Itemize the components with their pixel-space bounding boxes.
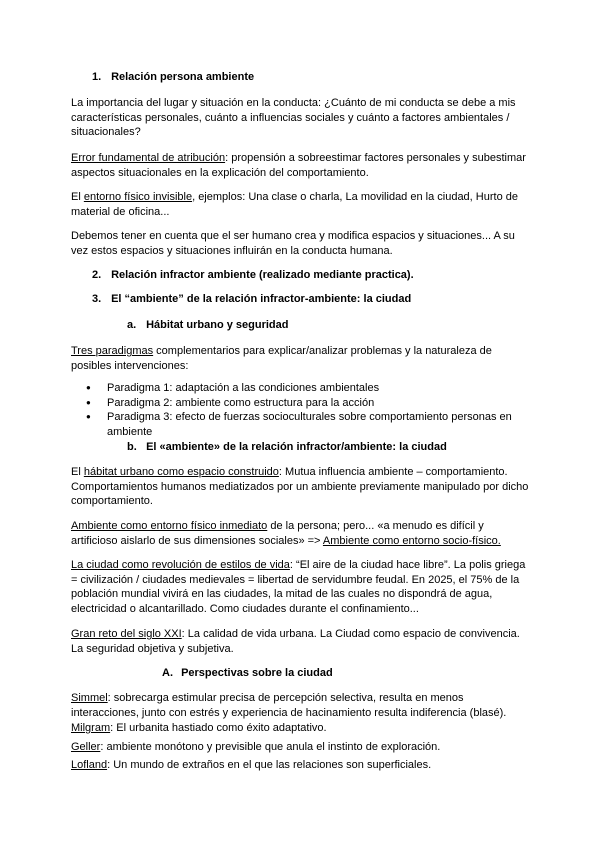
heading-title: Relación persona ambiente: [111, 71, 255, 83]
paragraph-habitat-urbano: [71, 465, 529, 509]
heading-1: [92, 70, 550, 85]
heading-title: El «ambiente» de la relación infractor/ambiente: la ciudad: [146, 441, 447, 453]
author-name: Geller: [71, 741, 101, 753]
heading-3b: [127, 440, 585, 455]
author-name: Milgram: [71, 722, 111, 734]
paradigm-list: [86, 381, 526, 439]
list-item: ● Paradigma 1: adaptación a las condiciones ambientales: [86, 381, 526, 396]
author-milgram: [71, 721, 529, 736]
heading-title: Hábitat urbano y seguridad: [146, 319, 289, 331]
text: , ejemplos: Una clase o charla, La movilidad en la ciudad, Hurto de material de oficina...: [71, 191, 518, 218]
author-simmel: [71, 691, 529, 720]
text: complementarios para explicar/analizar problemas y la naturaleza de posibles intervenciones:: [71, 345, 492, 372]
paragraph-gran-reto: [71, 627, 529, 656]
heading-title: Relación infractor ambiente (realizado mediante practica).: [111, 269, 414, 281]
heading-title: Perspectivas sobre la ciudad: [181, 667, 333, 679]
paragraph-error-fundamental: [71, 151, 529, 180]
heading-number: A.: [162, 667, 173, 679]
author-name: Lofland: [71, 759, 108, 771]
term: Tres paradigmas: [71, 345, 154, 357]
list-item: ● Paradigma 3: efecto de fuerzas socioculturales sobre comportamiento personas en ambiente: [86, 410, 526, 439]
heading-3: [92, 292, 550, 307]
term: Ambiente como entorno físico inmediato: [71, 520, 268, 532]
heading-number: a.: [127, 319, 137, 331]
term: entorno físico invisible: [83, 191, 193, 203]
text: : “El aire de la ciudad hace libre”. La polis griega = civilización / ciudades medievales = libertad de servidumbre feudal. En 2025, el 75% de la población mundial vivirá en las ciudades, la mitad de las cuales no dispondrá de agua, electricidad o alcantarillado. Como ciudades durante el confinamiento...: [71, 559, 526, 615]
term: hábitat urbano como espacio construido: [83, 466, 279, 478]
paragraph-importancia: La importancia del lugar y situación en la conducta: ¿Cuánto de mi conducta se debe a mis características personales, cuánto a influencias sociales y cuánto a factores ambientales / situacionales?: [71, 97, 516, 138]
heading-3a: [127, 318, 585, 333]
heading-number: 3.: [92, 293, 102, 305]
term: Ambiente como entorno socio-físico.: [322, 534, 501, 547]
text: : Un mundo de extraños en el que las relaciones son superficiales.: [107, 759, 432, 771]
heading-A: [162, 666, 600, 681]
term: Gran reto del siglo XXI: [71, 628, 182, 640]
text: : ambiente monótono y previsible que anula el instinto de exploración.: [100, 741, 441, 753]
paragraph-ciudad-revolucion: [71, 558, 529, 616]
text: : La calidad de vida urbana. La Ciudad como espacio de convivencia. La seguridad objetiva y subjetiva.: [71, 628, 520, 655]
heading-number: 1.: [92, 71, 102, 83]
paragraph-entorno-invisible: [71, 190, 529, 219]
term: Error fundamental de atribución: [71, 152, 226, 164]
heading-2: [92, 268, 550, 283]
author-geller: [71, 740, 529, 755]
paragraph-debemos: Debemos tener en cuenta que el ser humano crea y modifica espacios y situaciones... A su vez estos espacios y situaciones influirán en la conducta humana.: [71, 230, 515, 257]
text: de la persona; pero... «a menudo es difícil y artificioso aislarlo de sus dimensiones sociales» =>: [71, 520, 484, 547]
text: El: [71, 466, 84, 478]
author-lofland: [71, 758, 529, 773]
text: : propensión a sobreestimar factores personales y subestimar aspectos situacionales en la explicación del comportamiento.: [71, 152, 526, 179]
author-name: Simmel: [71, 692, 108, 704]
text: : sobrecarga estimular precisa de percepción selectiva, resulta en menos interacciones, junto con estrés y experiencia de hacinamiento resulta indiferencia (blasé).: [71, 692, 507, 719]
text: : Mutua influencia ambiente – comportamiento. Comportamientos humanos mediatizados por un ambiente previamente manipulado por dicho comportamiento.: [71, 466, 529, 507]
paragraph-tres-paradigmas: [71, 344, 529, 373]
heading-number: 2.: [92, 269, 102, 281]
heading-title: El “ambiente” de la relación infractor-ambiente: la ciudad: [111, 293, 412, 305]
paragraph-ambiente-entorno: [71, 519, 529, 548]
text: : El urbanita hastiado como éxito adaptativo.: [110, 722, 327, 734]
text: El: [71, 191, 84, 203]
heading-number: b.: [127, 441, 137, 453]
term: La ciudad como revolución de estilos de vida: [71, 559, 290, 571]
list-item: ● Paradigma 2: ambiente como estructura para la acción: [86, 396, 526, 411]
